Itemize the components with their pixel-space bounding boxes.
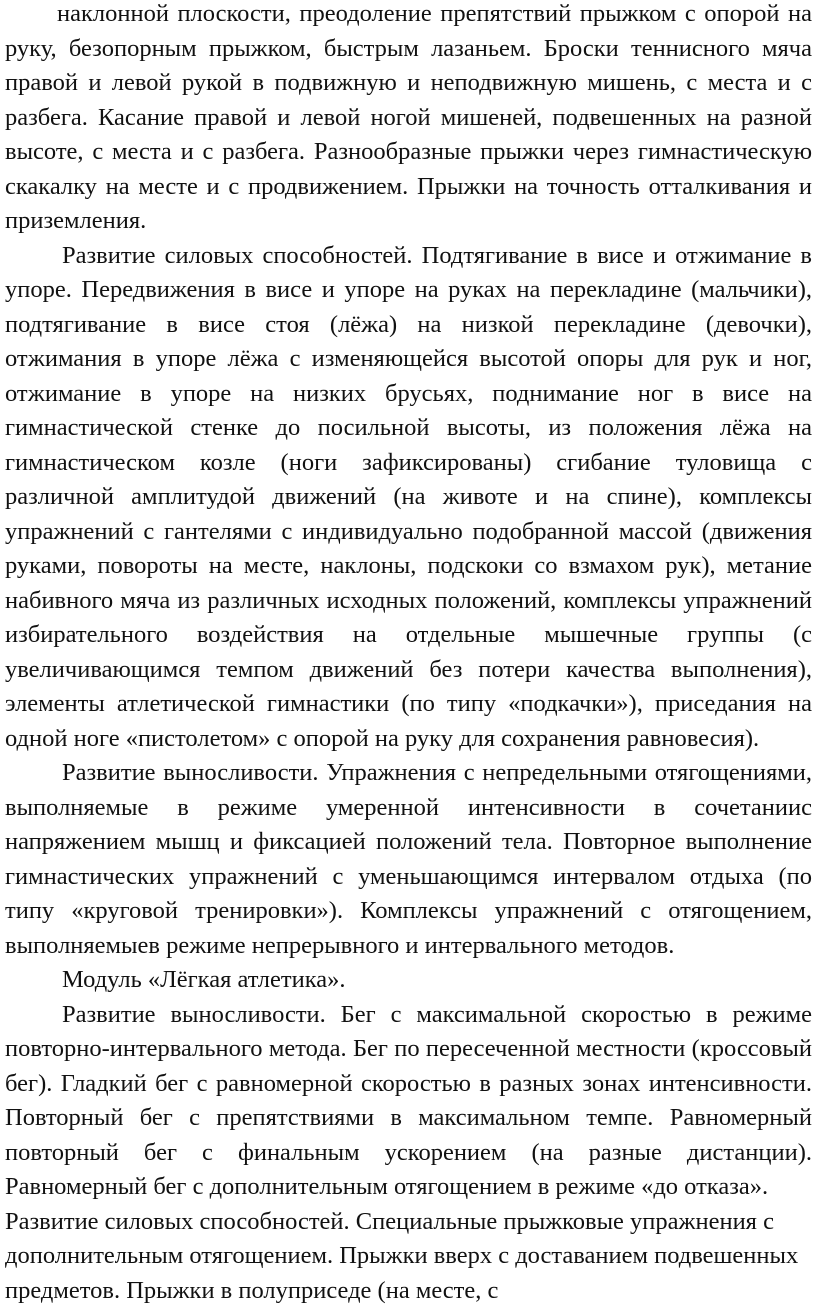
module-heading: Модуль «Лёгкая атлетика». [5, 963, 812, 998]
paragraph-continued: наклонной плоскости, преодоление препятствий прыжком с опорой на руку, безопорным прыжком, быстрым лазаньем. Броски теннисного мяча правой и левой рукой в подвижную и неподвижную мишень, с места и с разбега. Касание правой и левой ногой мишеней, подвешенных на разной высоте, с места и с разбега. Разнообразные прыжки через гимнастическую скакалку на месте и с продвижением. Прыжки на точность отталкивания и приземления. [5, 0, 812, 239]
document-body [5, 0, 812, 1308]
paragraph-strength: Развитие силовых способностей. Подтягивание в висе и отжимание в упоре. Передвижения в висе и упоре на руках на перекладине (мальчики), подтягивание в висе стоя (лёжа) на низкой перекладине (девочки), отжимания в упоре лёжа с изменяющейся высотой опоры для рук и ног, отжимание в упоре на низких брусьях, поднимание ног в висе на гимнастической стенке до посильной высоты, из положения лёжа на гимнастическом козле (ноги зафиксированы) сгибание туловища с различной амплитудой движений (на животе и на спине), комплексы упражнений с гантелями с индивидуально подобранной массой (движения руками, повороты на месте, наклоны, подскоки со взмахом рук), метание набивного мяча из различных исходных положений, комплексы упражнений избирательного воздействия на отдельные мышечные группы (с увеличивающимся темпом движений без потери качества выполнения), элементы атлетической гимнастики (по типу «подкачки»), приседания на одной ноге «пистолетом» с опорой на руку для сохранения равновесия). [5, 239, 812, 757]
paragraph-endurance: Развитие выносливости. Упражнения с непредельными отягощениями, выполняемые в режиме умеренной интенсивности в сочетаниис напряжением мышц и фиксацией положений тела. Повторное выполнение гимнастических упражнений с уменьшающимся интервалом отдыха (по типу «круговой тренировки»). Комплексы упражнений с отягощением, выполняемыев режиме непрерывного и интервального методов. [5, 756, 812, 963]
paragraph-athletics-strength: Развитие силовых способностей. Специальные прыжковые упражнения с дополнительным отягощением. Прыжки вверх с доставанием подвешенных предметов. Прыжки в полуприседе (на месте, с [5, 1205, 812, 1308]
paragraph-athletics-endurance: Развитие выносливости. Бег с максимальной скоростью в режиме повторно-интервального метода. Бег по пересеченной местности (кроссовый бег). Гладкий бег с равномерной скоростью в разных зонах интенсивности. Повторный бег с препятствиями в максимальном темпе. Равномерный повторный бег с финальным ускорением (на разные дистанции). Равномерный бег с дополнительным отягощением в режиме «до отказа». [5, 998, 812, 1205]
